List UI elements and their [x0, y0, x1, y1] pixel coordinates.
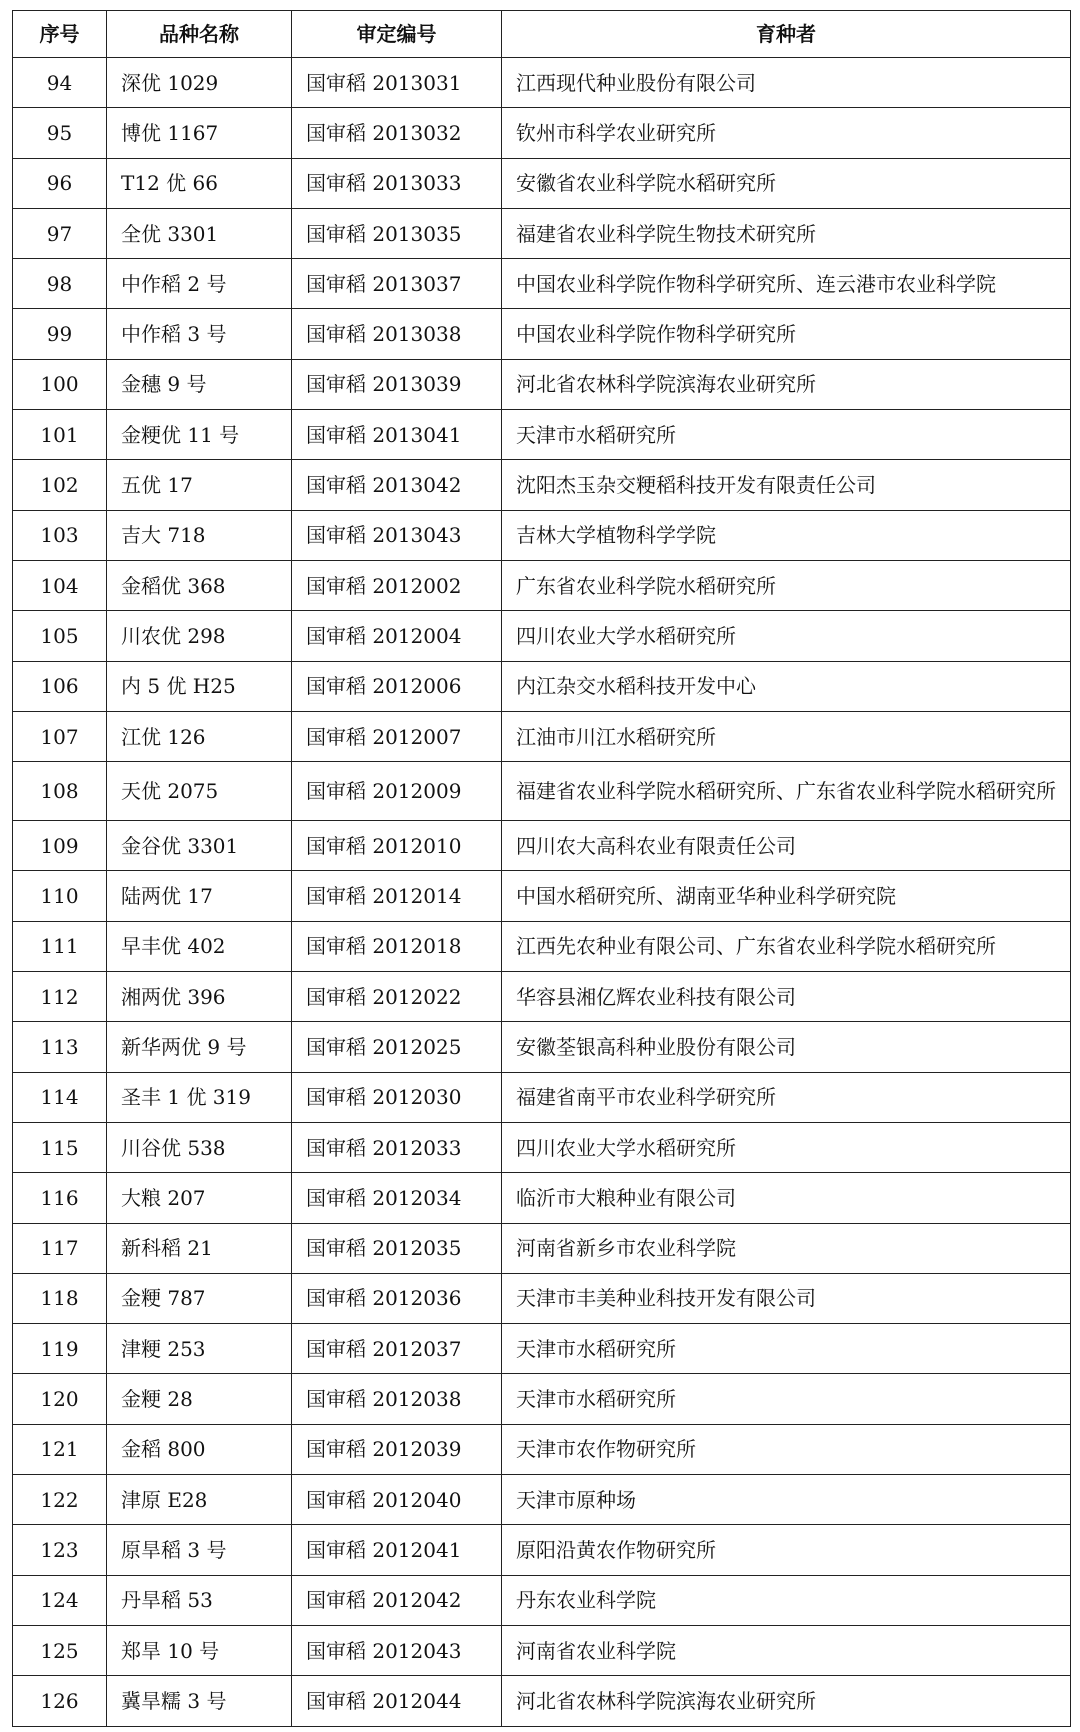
row-variety-name: 新华两优 9 号: [107, 1022, 292, 1072]
row-seq: 117: [13, 1223, 107, 1273]
row-breeder: 江西现代种业股份有限公司: [502, 58, 1071, 108]
variety-table-document: [12, 10, 1070, 1727]
row-breeder: 天津市丰美种业科技开发有限公司: [502, 1273, 1071, 1323]
row-seq: 113: [13, 1022, 107, 1072]
row-approval-number: 国审稻 2012034: [292, 1173, 502, 1223]
table-row: [13, 359, 1071, 409]
row-seq: 118: [13, 1273, 107, 1323]
row-approval-number: 国审稻 2012006: [292, 661, 502, 711]
table-row: [13, 58, 1071, 108]
row-seq: 121: [13, 1424, 107, 1474]
row-approval-number: 国审稻 2012036: [292, 1273, 502, 1323]
table-row: [13, 1424, 1071, 1474]
row-breeder: 天津市水稻研究所: [502, 1324, 1071, 1374]
row-breeder: 江西先农种业有限公司、广东省农业科学院水稻研究所: [502, 921, 1071, 971]
row-approval-number: 国审稻 2012039: [292, 1424, 502, 1474]
row-approval-number: 国审稻 2012002: [292, 560, 502, 610]
row-seq: 111: [13, 921, 107, 971]
row-variety-name: 天优 2075: [107, 762, 292, 821]
row-breeder: 天津市农作物研究所: [502, 1424, 1071, 1474]
table-row: [13, 1072, 1071, 1122]
row-approval-number: 国审稻 2012022: [292, 972, 502, 1022]
row-approval-number: 国审稻 2013039: [292, 359, 502, 409]
row-approval-number: 国审稻 2012035: [292, 1223, 502, 1273]
row-breeder: 河南省农业科学院: [502, 1625, 1071, 1675]
row-approval-number: 国审稻 2012042: [292, 1575, 502, 1625]
row-approval-number: 国审稻 2012044: [292, 1676, 502, 1726]
row-variety-name: 金稻优 368: [107, 560, 292, 610]
row-approval-number: 国审稻 2013042: [292, 460, 502, 510]
row-seq: 97: [13, 208, 107, 258]
row-seq: 126: [13, 1676, 107, 1726]
row-variety-name: 江优 126: [107, 711, 292, 761]
row-seq: 95: [13, 108, 107, 158]
header-breeder: 育种者: [502, 11, 1071, 58]
row-breeder: 四川农大高科农业有限责任公司: [502, 821, 1071, 871]
row-variety-name: 金穗 9 号: [107, 359, 292, 409]
table-row: [13, 460, 1071, 510]
row-variety-name: 深优 1029: [107, 58, 292, 108]
header-seq: 序号: [13, 11, 107, 58]
table-row: [13, 921, 1071, 971]
row-seq: 107: [13, 711, 107, 761]
row-variety-name: T12 优 66: [107, 158, 292, 208]
row-variety-name: 陆两优 17: [107, 871, 292, 921]
table-row: [13, 560, 1071, 610]
table-row: [13, 762, 1071, 821]
row-breeder: 沈阳杰玉杂交粳稻科技开发有限责任公司: [502, 460, 1071, 510]
row-approval-number: 国审稻 2012009: [292, 762, 502, 821]
table-row: [13, 1022, 1071, 1072]
table-row: [13, 972, 1071, 1022]
table-row: [13, 410, 1071, 460]
table-row: [13, 711, 1071, 761]
row-breeder: 天津市水稻研究所: [502, 410, 1071, 460]
table-row: [13, 1324, 1071, 1374]
row-approval-number: 国审稻 2012030: [292, 1072, 502, 1122]
row-breeder: 安徽省农业科学院水稻研究所: [502, 158, 1071, 208]
row-seq: 103: [13, 510, 107, 560]
row-seq: 122: [13, 1475, 107, 1525]
row-breeder: 福建省农业科学院水稻研究所、广东省农业科学院水稻研究所: [502, 762, 1071, 821]
row-variety-name: 原旱稻 3 号: [107, 1525, 292, 1575]
row-breeder: 中国水稻研究所、湖南亚华种业科学研究院: [502, 871, 1071, 921]
row-approval-number: 国审稻 2012038: [292, 1374, 502, 1424]
row-variety-name: 新科稻 21: [107, 1223, 292, 1273]
row-breeder: 钦州市科学农业研究所: [502, 108, 1071, 158]
row-variety-name: 中作稻 2 号: [107, 259, 292, 309]
row-approval-number: 国审稻 2012004: [292, 611, 502, 661]
row-seq: 104: [13, 560, 107, 610]
row-breeder: 广东省农业科学院水稻研究所: [502, 560, 1071, 610]
row-breeder: 原阳沿黄农作物研究所: [502, 1525, 1071, 1575]
table-row: [13, 1676, 1071, 1726]
row-seq: 125: [13, 1625, 107, 1675]
row-approval-number: 国审稻 2012043: [292, 1625, 502, 1675]
row-breeder: 天津市水稻研究所: [502, 1374, 1071, 1424]
row-approval-number: 国审稻 2012037: [292, 1324, 502, 1374]
table-row: [13, 158, 1071, 208]
row-seq: 109: [13, 821, 107, 871]
row-seq: 114: [13, 1072, 107, 1122]
table-header-row: [13, 11, 1071, 58]
row-variety-name: 五优 17: [107, 460, 292, 510]
table-row: [13, 871, 1071, 921]
row-seq: 124: [13, 1575, 107, 1625]
row-seq: 110: [13, 871, 107, 921]
row-approval-number: 国审稻 2012025: [292, 1022, 502, 1072]
row-approval-number: 国审稻 2012018: [292, 921, 502, 971]
row-variety-name: 金粳优 11 号: [107, 410, 292, 460]
table-row: [13, 208, 1071, 258]
table-body: [13, 58, 1071, 1727]
row-approval-number: 国审稻 2012041: [292, 1525, 502, 1575]
table-row: [13, 1575, 1071, 1625]
row-approval-number: 国审稻 2012010: [292, 821, 502, 871]
row-breeder: 中国农业科学院作物科学研究所、连云港市农业科学院: [502, 259, 1071, 309]
table-row: [13, 309, 1071, 359]
row-variety-name: 全优 3301: [107, 208, 292, 258]
row-breeder: 安徽荃银高科种业股份有限公司: [502, 1022, 1071, 1072]
row-seq: 101: [13, 410, 107, 460]
row-approval-number: 国审稻 2013031: [292, 58, 502, 108]
table-row: [13, 510, 1071, 560]
row-seq: 119: [13, 1324, 107, 1374]
row-variety-name: 津原 E28: [107, 1475, 292, 1525]
row-variety-name: 内 5 优 H25: [107, 661, 292, 711]
row-breeder: 丹东农业科学院: [502, 1575, 1071, 1625]
row-approval-number: 国审稻 2013041: [292, 410, 502, 460]
row-approval-number: 国审稻 2012007: [292, 711, 502, 761]
row-breeder: 中国农业科学院作物科学研究所: [502, 309, 1071, 359]
row-seq: 116: [13, 1173, 107, 1223]
table-row: [13, 1122, 1071, 1172]
row-seq: 112: [13, 972, 107, 1022]
row-breeder: 河南省新乡市农业科学院: [502, 1223, 1071, 1273]
row-approval-number: 国审稻 2012014: [292, 871, 502, 921]
row-approval-number: 国审稻 2012033: [292, 1122, 502, 1172]
row-approval-number: 国审稻 2012040: [292, 1475, 502, 1525]
row-approval-number: 国审稻 2013035: [292, 208, 502, 258]
header-approval-number: 审定编号: [292, 11, 502, 58]
row-variety-name: 川谷优 538: [107, 1122, 292, 1172]
row-variety-name: 圣丰 1 优 319: [107, 1072, 292, 1122]
row-breeder: 天津市原种场: [502, 1475, 1071, 1525]
row-variety-name: 冀旱糯 3 号: [107, 1676, 292, 1726]
variety-table: [12, 10, 1071, 1727]
table-row: [13, 259, 1071, 309]
row-breeder: 内江杂交水稻科技开发中心: [502, 661, 1071, 711]
table-row: [13, 1273, 1071, 1323]
table-row: [13, 1525, 1071, 1575]
row-breeder: 四川农业大学水稻研究所: [502, 1122, 1071, 1172]
row-breeder: 华容县湘亿辉农业科技有限公司: [502, 972, 1071, 1022]
row-variety-name: 金粳 787: [107, 1273, 292, 1323]
table-row: [13, 1475, 1071, 1525]
row-variety-name: 川农优 298: [107, 611, 292, 661]
row-variety-name: 吉大 718: [107, 510, 292, 560]
row-variety-name: 博优 1167: [107, 108, 292, 158]
row-approval-number: 国审稻 2013043: [292, 510, 502, 560]
row-seq: 94: [13, 58, 107, 108]
table-row: [13, 1173, 1071, 1223]
row-variety-name: 中作稻 3 号: [107, 309, 292, 359]
table-row: [13, 1223, 1071, 1273]
row-seq: 99: [13, 309, 107, 359]
row-seq: 115: [13, 1122, 107, 1172]
table-row: [13, 1625, 1071, 1675]
row-approval-number: 国审稻 2013033: [292, 158, 502, 208]
row-variety-name: 津粳 253: [107, 1324, 292, 1374]
row-breeder: 四川农业大学水稻研究所: [502, 611, 1071, 661]
row-seq: 123: [13, 1525, 107, 1575]
row-breeder: 临沂市大粮种业有限公司: [502, 1173, 1071, 1223]
row-variety-name: 金粳 28: [107, 1374, 292, 1424]
row-breeder: 福建省农业科学院生物技术研究所: [502, 208, 1071, 258]
row-variety-name: 郑旱 10 号: [107, 1625, 292, 1675]
row-approval-number: 国审稻 2013037: [292, 259, 502, 309]
row-seq: 120: [13, 1374, 107, 1424]
header-variety-name: 品种名称: [107, 11, 292, 58]
row-breeder: 河北省农林科学院滨海农业研究所: [502, 1676, 1071, 1726]
row-approval-number: 国审稻 2013038: [292, 309, 502, 359]
row-variety-name: 早丰优 402: [107, 921, 292, 971]
row-breeder: 江油市川江水稻研究所: [502, 711, 1071, 761]
row-seq: 98: [13, 259, 107, 309]
table-row: [13, 108, 1071, 158]
row-variety-name: 金谷优 3301: [107, 821, 292, 871]
table-row: [13, 1374, 1071, 1424]
row-variety-name: 丹旱稻 53: [107, 1575, 292, 1625]
row-breeder: 河北省农林科学院滨海农业研究所: [502, 359, 1071, 409]
row-seq: 100: [13, 359, 107, 409]
row-variety-name: 湘两优 396: [107, 972, 292, 1022]
row-breeder: 福建省南平市农业科学研究所: [502, 1072, 1071, 1122]
row-breeder: 吉林大学植物科学学院: [502, 510, 1071, 560]
table-row: [13, 611, 1071, 661]
row-seq: 106: [13, 661, 107, 711]
table-row: [13, 821, 1071, 871]
row-variety-name: 金稻 800: [107, 1424, 292, 1474]
table-row: [13, 661, 1071, 711]
row-seq: 96: [13, 158, 107, 208]
row-seq: 105: [13, 611, 107, 661]
row-seq: 108: [13, 762, 107, 821]
row-approval-number: 国审稻 2013032: [292, 108, 502, 158]
row-variety-name: 大粮 207: [107, 1173, 292, 1223]
row-seq: 102: [13, 460, 107, 510]
